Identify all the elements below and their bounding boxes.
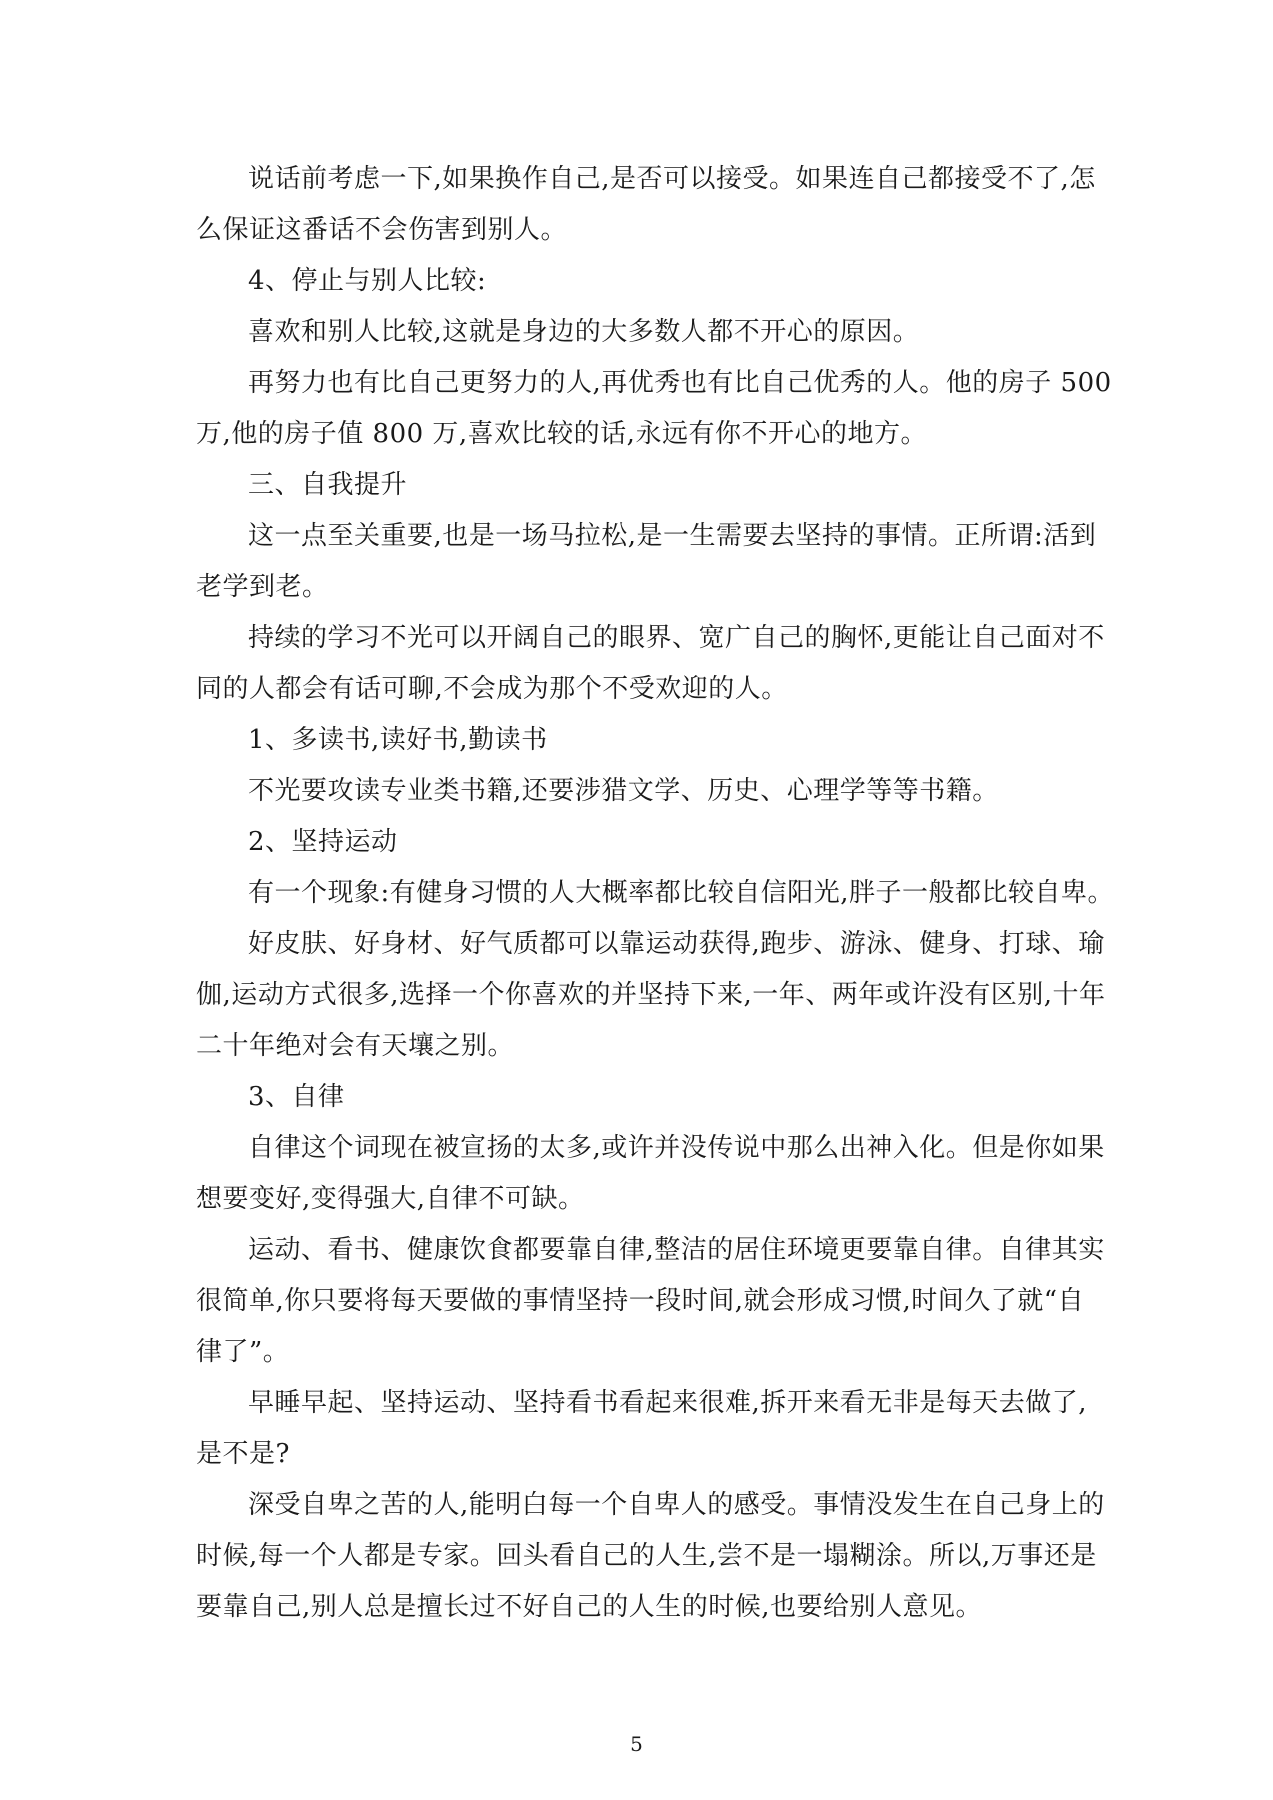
text-line: 运动、看书、健康饮食都要靠自律,整洁的居住环境更要靠自律。自律其实 bbox=[248, 1235, 1105, 1265]
text-line: 深受自卑之苦的人,能明白每一个自卑人的感受。事情没发生在自己身上的 bbox=[248, 1490, 1105, 1520]
section-heading: 1、多读书,读好书,勤读书 bbox=[248, 725, 548, 755]
text-line: 律了”。 bbox=[196, 1337, 290, 1367]
section-heading: 三、自我提升 bbox=[248, 470, 408, 500]
text-line: 好皮肤、好身材、好气质都可以靠运动获得,跑步、游泳、健身、打球、瑜 bbox=[248, 929, 1105, 959]
text-line: 自律这个词现在被宣扬的太多,或许并没传说中那么出神入化。但是你如果 bbox=[248, 1133, 1105, 1163]
text-line: 是不是? bbox=[196, 1439, 290, 1469]
text-line: 么保证这番话不会伤害到别人。 bbox=[196, 215, 568, 245]
section-heading: 2、坚持运动 bbox=[248, 827, 398, 857]
text-line: 不光要攻读专业类书籍,还要涉猎文学、历史、心理学等等书籍。 bbox=[248, 776, 999, 806]
text-line: 再努力也有比自己更努力的人,再优秀也有比自己优秀的人。他的房子 500 bbox=[248, 368, 1112, 398]
text-line: 很简单,你只要将每天要做的事情坚持一段时间,就会形成习惯,时间久了就“自 bbox=[196, 1286, 1085, 1316]
page-number: 5 bbox=[630, 1732, 643, 1756]
document-body bbox=[196, 154, 1115, 1633]
text-line: 有一个现象:有健身习惯的人大概率都比较自信阳光,胖子一般都比较自卑。 bbox=[248, 878, 1115, 908]
text-line: 早睡早起、坚持运动、坚持看书看起来很难,拆开来看无非是每天去做了, bbox=[248, 1388, 1088, 1418]
text-line: 伽,运动方式很多,选择一个你喜欢的并坚持下来,一年、两年或许没有区别,十年 bbox=[196, 980, 1106, 1010]
section-heading: 3、自律 bbox=[248, 1082, 345, 1112]
text-line: 这一点至关重要,也是一场马拉松,是一生需要去坚持的事情。正所谓:活到 bbox=[248, 521, 1097, 551]
text-line: 要靠自己,别人总是擅长过不好自己的人生的时候,也要给别人意见。 bbox=[196, 1592, 983, 1622]
section-heading: 4、停止与别人比较: bbox=[248, 266, 487, 296]
text-line: 老学到老。 bbox=[196, 572, 329, 602]
text-line: 时候,每一个人都是专家。回头看自己的人生,尝不是一塌糊涂。所以,万事还是 bbox=[196, 1541, 1097, 1571]
text-line: 想要变好,变得强大,自律不可缺。 bbox=[196, 1184, 585, 1214]
text-line: 二十年绝对会有天壤之别。 bbox=[196, 1031, 515, 1061]
text-line: 万,他的房子值 800 万,喜欢比较的话,永远有你不开心的地方。 bbox=[196, 419, 927, 449]
text-line: 说话前考虑一下,如果换作自己,是否可以接受。如果连自己都接受不了,怎 bbox=[248, 164, 1096, 194]
text-line: 同的人都会有话可聊,不会成为那个不受欢迎的人。 bbox=[196, 674, 788, 704]
text-line: 喜欢和别人比较,这就是身边的大多数人都不开心的原因。 bbox=[248, 317, 920, 347]
text-line: 持续的学习不光可以开阔自己的眼界、宽广自己的胸怀,更能让自己面对不 bbox=[248, 623, 1105, 653]
